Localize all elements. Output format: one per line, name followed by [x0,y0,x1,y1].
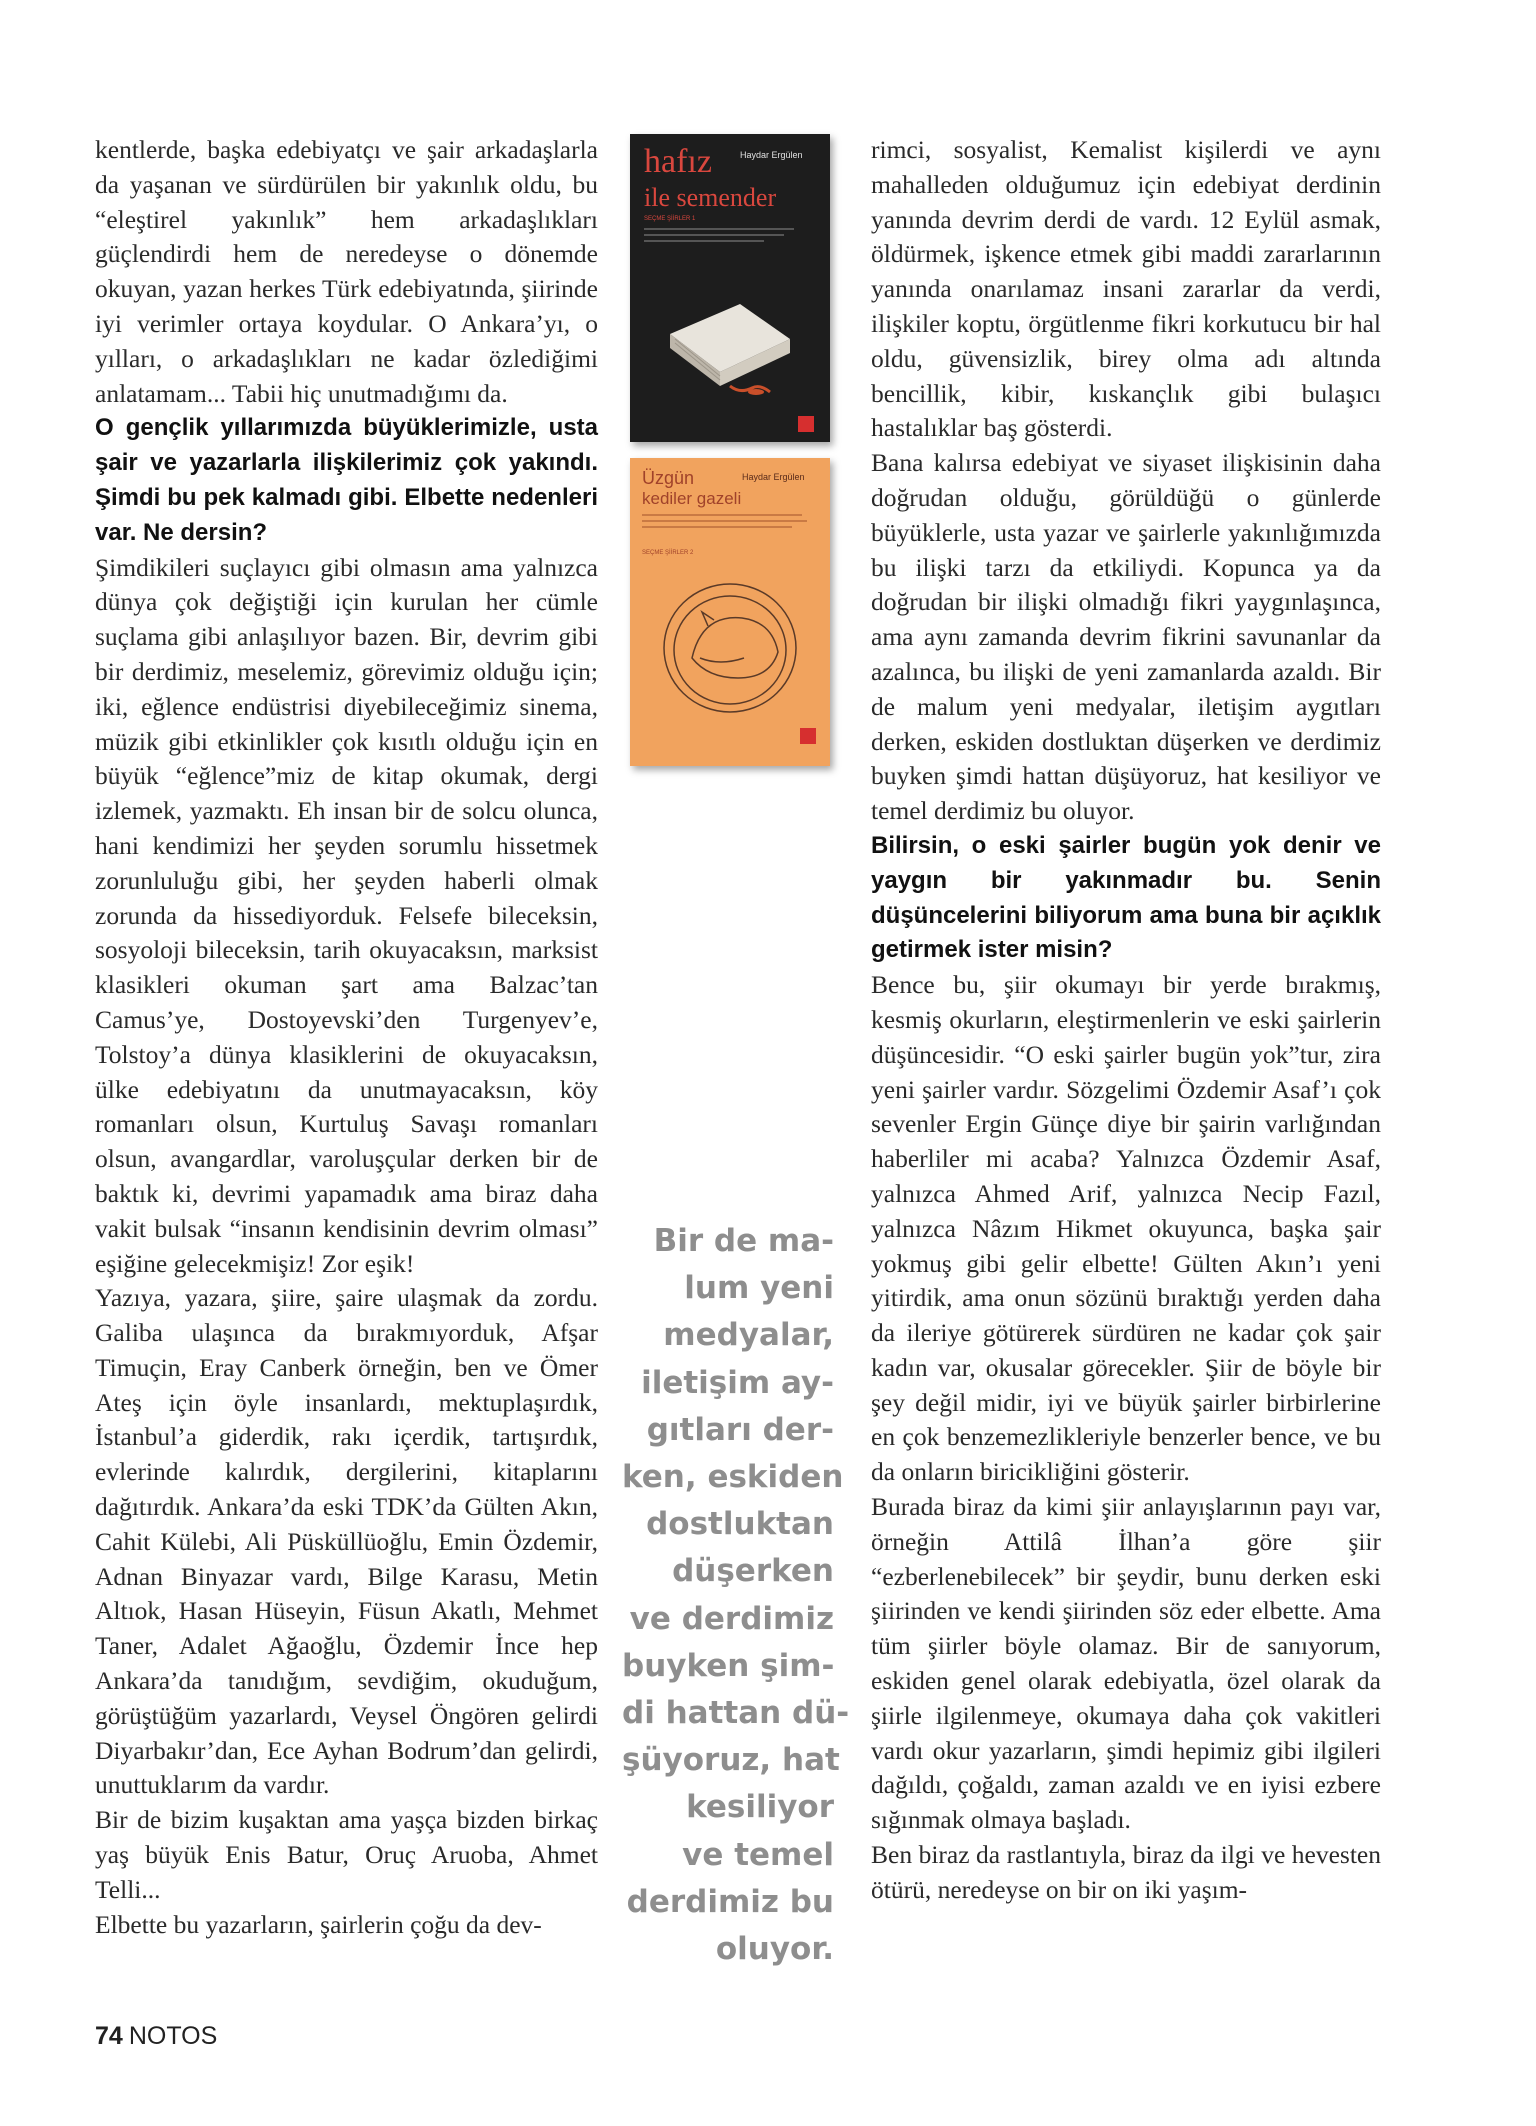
book-cover-uzgun-kediler-gazeli [630,458,830,766]
paragraph: Bence bu, şiir okumayı bir yerde bırakmış, kesmiş okurların, eleştirmenlerin ve eski şairlerin düşüncesidir. “O eski şairler bugün yok”tur, zira yeni şairler vardır. Sözgelimi Özdemir Asaf’ı çok sevenler Ergin Günçe diye bir şairin varlığından haberliler mi acaba? Yalnızca Özdemir Asaf, yalnızca Ahmed Arif, yalnızca Necip Fazıl, yalnızca Nâzım Hikmet okuyunca, başka şair yokmuş gibi gelir elbette! Gülten Akın’ı yeni yitirdik, ama onun sözünü bıraktığı yerden daha da ileriye götürerek sürdüren ne kadar çok şair kadın var, okusalar görecekler. Şiir de böyle bir şey değil midir, iyi ve büyük şairler birbirlerine en çok benzemezlikleriyle benzerler bence, ve bu da onların biricikliğini gösterir. [871,970,1381,1487]
pull-quote-line: di hattan dü- [622,1695,850,1732]
paragraph: Şimdikileri suçlayıcı gibi olmasın ama yalnızca dünya çok değiştiği için kurulan her cümle suçlama gibi anlaşılıyor bazen. Bir, devrim gibi bir derdimiz, meselemiz, görevimiz olduğu için; iki, eğlence endüstrisi diyebileceğimiz sinema, müzik gibi etkinlikler çok kısıtlı olduğu için en büyük “eğlence”miz de kitap okumak, dergi izlemek, yazmaktı. Eh insan bir de solcu olunca, hani kendimizi her şeyden sorumlu hissetmek zorunluluğu gibi, her şeyden haberli olmak zorunda da hissediyorduk. Felsefe bileceksin, sosyoloji bileceksin, tarih okuyacaksın, marksist klasikleri okuman şart ama Balzac’tan Camus’ye, Dostoyevski’den Turgenyev’e, Tolstoy’a dünya klasiklerini de okuyacaksın, ülke edebiyatını da unutmayacaksın, köy romanları olsun, Kurtuluş Savaşı romanları olsun, avangardlar, varoluşçular derken bir de baktık ki, devrimi yapamadık ama biraz daha vakit bulsak “insanın kendisinin devrim olması” eşiğine gelecekmişiz! Zor eşik! [95,552,598,1278]
pull-quote-line: buyken şim- [622,1647,835,1684]
pull-quote-line: iletişim ay- [641,1364,834,1401]
paragraph: Burada biraz da kimi şiir anlayışlarının payı var, örneğin Attilâ İlhan’a göre şiir “ezberlenebilecek” bir şeydir, bunu derken eski şiirinden ve kendi şiirinden söz eder elbette. Ama tüm şiirler böyle olamaz. Bir de sanıyorum, eskiden genel olarak edebiyatla, özel olarak da şiirle ilgilenmeye, okumaya daha çok vakitleri vardı okur yazarların, şimdi hepimiz gibi ilgileri dağıldı, çoğaldı, zaman azaldı ve en iyisi ezbere sığınmak olmaya başladı. [871,1492,1381,1835]
pull-quote-line: ve derdimiz [629,1600,834,1637]
book-cover-hafiz-ile-semender [630,134,830,442]
pull-quote-line: Bir de ma- [653,1223,834,1259]
pull-quote [622,1218,850,1973]
pull-quote-line: gıtları der- [646,1411,834,1448]
book-author: Haydar Ergülen [742,472,805,482]
paragraph: kentlerde, başka edebiyatçı ve şair arkadaşlarla da yaşanan ve sürdürülen bir yakınlık oldu, bu “eleştirel yakınlık” hem arkadaşlıkları güçlendirdi hem de neredeyse o dönemde okuyan, yazan herkes Türk edebiyatında, şiirinde iyi verimler ortaya koydular. O Ankara’yı, o yılları, o arkadaşlıkları ne kadar özlediğimi anlatamam... Tabii hiç unutmadığımı da. [95,135,598,408]
left-text-column [95,133,598,1942]
pull-quote-line: ve temel [682,1836,834,1873]
paragraph: Elbette bu yazarların, şairlerin çoğu da dev- [95,1909,542,1939]
book-subtitle: SEÇME ŞİİRLER 2 [642,550,694,556]
paragraph: Ben biraz da rastlantıyla, biraz da ilgi ve hevesten ötürü, neredeyse on bir on iki yaşım- [871,1840,1381,1904]
book-title-line2: kediler gazeli [642,489,742,508]
book-stack-illustration [670,304,790,395]
interview-question: O gençlik yıllarımızda büyüklerimizle, usta şair ve yazarlarla ilişkilerimiz çok yakındı. Şimdi bu pek kalmadı gibi. Elbette nedenleri var. Ne dersin? [95,414,598,546]
paragraph: Bana kalırsa edebiyat ve siyaset ilişkisinin daha doğrudan olduğu, görüldüğü o günlerde büyüklerle, usta yazar ve şairlerle yakınlığımızda bu ilişki tarzı da etkiliydi. Kopunca ya da doğrudan bir ilişki olmadığı fikri yaygınlaşınca, ama aynı zamanda devrim fikrini savunanlar da azalınca, bu ilişki de yeni zamanlarda azaldı. Bir de malum yeni medyalar, iletişim aygıtları derken, eskiden dostluktan düşerken ve derdimiz buyken şimdi hattan düşüyoruz, hat kesiliyor ve temel derdimiz bu oluyor. [871,448,1381,826]
pull-quote-line: şüyoruz, hat [622,1742,840,1779]
paragraph: Yazıya, yazara, şiire, şaire ulaşmak da zordu. Galiba ulaşınca da bırakmıyorduk, Afşar Timuçin, Eray Canberk örneğin, ben ve Ömer Ateş için öyle insanlardı, mektuplaşırdık, İstanbul’a giderdik, rakı içerdik, tartışırdık, evlerinde kalırdık, dergilerini, kitaplarını dağıtırdık. Ankara’da eski TDK’da Gülten Akın, Cahit Külebi, Ali Püsküllüoğlu, Emin Özdemir, Adnan Binyazar vardı, Bilge Karasu, Metin Altıok, Hasan Hüseyin, Füsun Akatlı, Mehmet Taner, Adalet Ağaoğlu, Özdemir İnce hep Ankara’da tanıdığım, sevdiğim, okuduğum, görüştüğüm yazarlardı, Veysel Öngören gelirdi Diyarbakır’dan, Ece Ayhan Bodrum’dan gelirdi, unuttuklarım da vardır. [95,1283,598,1800]
book-title-line2: ile semender [644,183,777,212]
pull-quote-line: dostluktan [646,1506,834,1543]
sleeping-cat-illustration [664,584,796,712]
paragraph: Bir de bizim kuşaktan ama yaşça bizden birkaç yaş büyük Enis Batur, Oruç Aruoba, Ahmet Telli... [95,1805,598,1904]
pull-quote-line: lum yeni [684,1270,834,1307]
pull-quote-line: düşerken [672,1553,834,1590]
pull-quote-line: kesiliyor [686,1789,834,1826]
page-number: 74 [95,2022,123,2050]
interview-question: Bilirsin, o eski şairler bugün yok denir ve yaygın bir yakınmadır bu. Senin düşüncelerini biliyorum ama buna bir açıklık getirmek ister misin? [871,831,1381,964]
book-subtitle: SEÇME ŞİİRLER 1 [644,216,696,222]
page-footer [95,2022,217,2051]
publisher-logo [800,728,816,744]
publisher-logo [798,416,814,432]
book-author: Haydar Ergülen [740,150,803,160]
pull-quote-line: oluyor. [715,1931,834,1968]
book-title-line1: Üzgün [642,468,695,488]
magazine-name: NOTOS [128,2022,218,2050]
pull-quote-line: ken, eskiden [622,1459,844,1496]
pull-quote-line: derdimiz bu [626,1883,834,1920]
right-text-column [871,133,1381,1908]
pull-quote-line: medyalar, [663,1317,834,1354]
paragraph: rimci, sosyalist, Kemalist kişilerdi ve aynı mahalleden olduğumuz için edebiyat derdinin yanında devrim derdi de vardı. 12 Eylül asmak, öldürmek, işkence etmek gibi maddi zararlarının yanında onarılamaz insani zararlar da verdi, ilişkiler koptu, örgütlenme fikri korkutucu bir hal oldu, güvensizlik, birey olma adı altında bencillik, kibir, kıskançlık gibi bulaşıcı hastalıklar baş gösterdi. [871,135,1381,443]
book-title-line1: hafız [644,143,712,180]
